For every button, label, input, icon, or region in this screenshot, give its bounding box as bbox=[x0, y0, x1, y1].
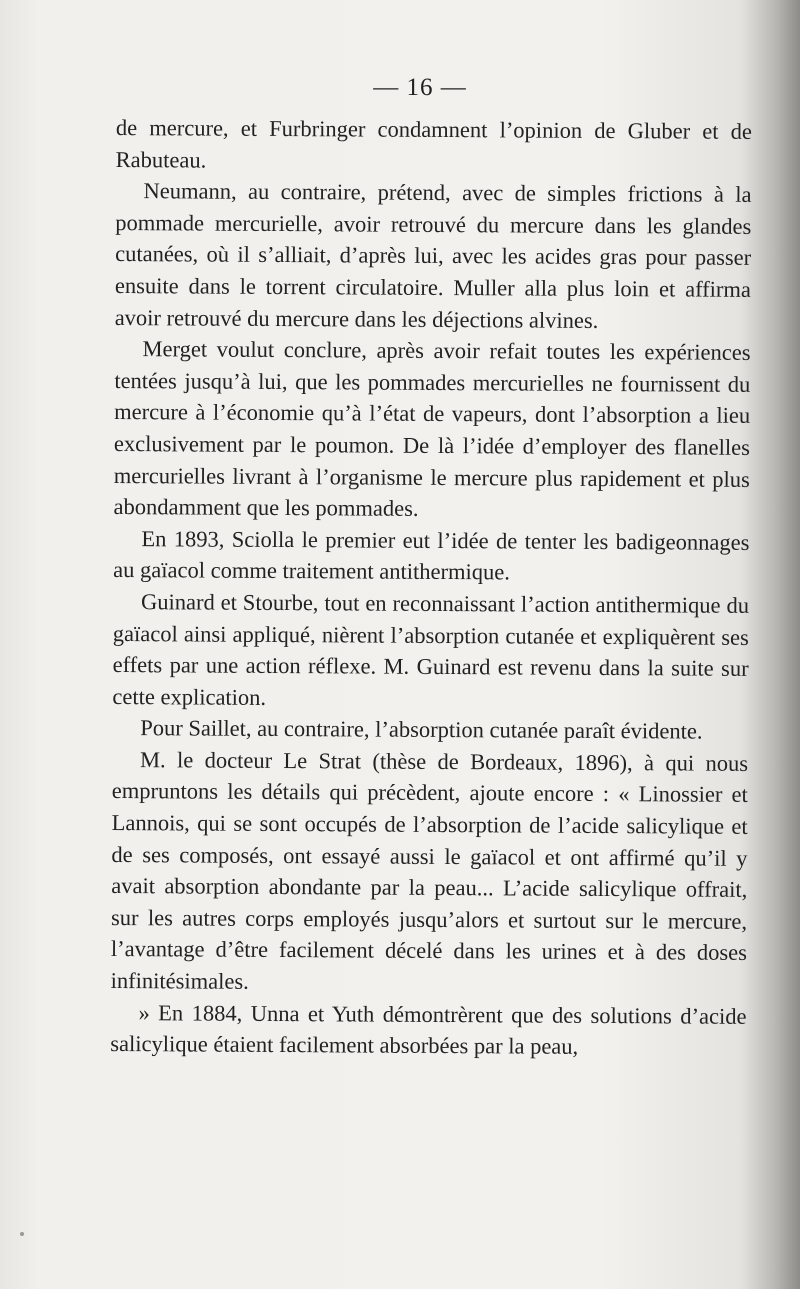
paragraph-le-strat: M. le docteur Le Strat (thèse de Bordeaux, 1896), à qui nous empruntons les détails qui précèdent, ajoute encore : « Linossier et Lannois, qui se sont occupés de l’absorption de l’acide salicylique et de ses composés, ont essayé aussi le gaïacol et ont affirmé qu’il y avait absorption abondante par la peau... L’acide salicylique offrait, sur les autres corps employés jusqu’alors et surtout sur le mercure, l’avantage d’être facilement décelé dans les urines et à des doses infinitésimales. bbox=[110, 747, 749, 994]
paragraph-guinard: Guinard et Stourbe, tout en reconnaissant l’action antithermique du gaïacol ainsi appliqué, nièrent l’absorption cutanée et expliquèrent ses effets par une action réflexe. M. Guinard est revenu dans la suite sur cette explication. bbox=[112, 589, 750, 710]
paragraph-merget: Merget voulut conclure, après avoir refait toutes les expériences tentées jusqu’à lui, que les pommades mercurielles ne fournissent du mercure à l’économie qu’à l’état de vapeurs, dont l’absorption a lieu exclusivement par le poumon. De là l’idée d’employer des flanelles mercurielles livrant à l’organisme le mercure plus rapidement et plus abondamment que les pommades. bbox=[113, 336, 751, 521]
paragraph-continuation: de mercure, et Furbringer condamnent l’opinion de Gluber et de Rabuteau. bbox=[115, 114, 752, 173]
paragraph-unna: » En 1884, Unna et Yuth démontrèrent que des solutions d’acide salicylique étaient facilement absorbées par la peau, bbox=[110, 999, 747, 1060]
paragraph-sciolla: En 1893, Sciolla le premier eut l’idée de tenter les badigeonnages au gaïacol comme traitement antithermique. bbox=[113, 525, 750, 585]
page-number: — 16 — bbox=[373, 74, 467, 101]
paragraph-neumann: Neumann, au contraire, prétend, avec de simples frictions à la pommade mercurielle, avoir retrouvé du mercure dans les glandes cutanées, où il s’alliait, d’après lui, avec les acides gras pour passer ensuite dans le torrent circulatoire. Muller alla plus loin et affirma avoir retrouvé du mercure dans les déjections alvines. bbox=[114, 178, 752, 333]
body-text bbox=[110, 112, 752, 1064]
paper-speck bbox=[20, 1232, 24, 1236]
paragraph-saillet: Pour Saillet, au contraire, l’absorption cutanée paraît évidente. bbox=[140, 715, 703, 744]
